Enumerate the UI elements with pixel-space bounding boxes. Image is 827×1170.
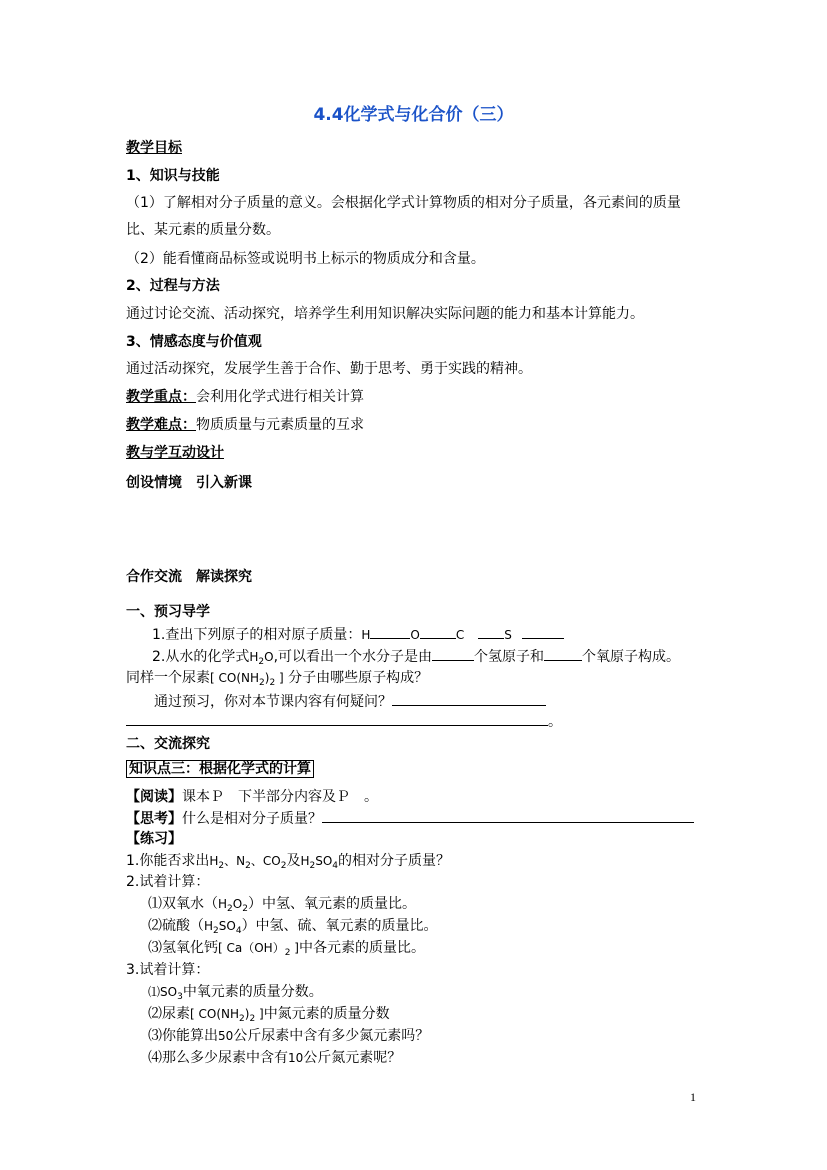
atom-s: S	[504, 628, 512, 642]
practice-q2: 2.试着计算：	[126, 874, 210, 890]
formula-urea: [ $CO(NH_2)_2$ ]	[210, 671, 284, 688]
practice-q3-4: ⑷那么多少尿素中含有10公斤氮元素呢？	[148, 1050, 402, 1066]
formula-h2so4: $H_2SO_4$	[204, 919, 242, 936]
practice-q2-1: ⑴双氧水$(H_2O_2)$中氢、氧元素的质量比。	[148, 896, 416, 914]
answer-blank[interactable]	[322, 809, 694, 823]
key-point	[126, 388, 364, 406]
page-title: 4.4化学式与化合价（三）	[313, 105, 514, 125]
heading-exchange: 二、交流探究	[126, 736, 210, 752]
answer-blank[interactable]	[126, 712, 548, 726]
formula-h2o2: $H_2O_2$	[218, 897, 248, 914]
read-text: 课本Ｐ 下半部分内容及Ｐ 。	[182, 789, 378, 805]
preview-q4	[154, 692, 546, 711]
preview-q2	[152, 647, 680, 666]
difficult-point-text: 物质质量与元素质量的互求	[196, 417, 364, 433]
practice-q1-text: 1.你能否求出	[126, 853, 210, 869]
preview-q2-text-b: ,可以看出一个水分子是由	[273, 649, 433, 665]
key-point-text: 会利用化学式进行相关计算	[196, 389, 364, 405]
formula-caoh2: [ $Ca(OH)_2$ ]	[218, 941, 299, 958]
formula-so3: $⑴SO_3$	[148, 985, 183, 1002]
answer-blank[interactable]	[478, 625, 504, 639]
practice-q1-end: 的相对分子质量？	[338, 853, 450, 869]
atom-h: H	[361, 628, 371, 642]
heading-design: 教与学互动设计	[126, 445, 224, 461]
read-label: 【阅读】	[126, 789, 182, 805]
heading-intro: 创设情境 引入新课	[126, 475, 252, 491]
knowledge-point-3-box: 知识点三：根据化学式的计算	[126, 760, 314, 778]
formula-sulfuric-acid: $H_2SO_4$	[300, 854, 338, 871]
heading-process: 2、过程与方法	[126, 278, 220, 294]
preview-q1	[152, 625, 564, 644]
answer-blank[interactable]	[370, 625, 410, 639]
knowledge-line-3: （2）能看懂商品标签或说明书上标示的物质成分和含量。	[126, 251, 485, 267]
formula-water: $H_2O$	[249, 650, 274, 667]
knowledge-line-1: （1）了解相对分子质量的意义。会根据化学式计算物质的相对分子质量，各元素间的质量	[126, 195, 681, 211]
think-label: 【思考】	[126, 811, 182, 827]
knowledge-point-3	[126, 760, 314, 778]
answer-blank[interactable]	[392, 692, 546, 706]
practice-label: 【练习】	[126, 831, 182, 847]
formula-urea-2: [ $CO(NH_2)_2$ ]	[190, 1007, 264, 1024]
practice-q2-3: ⑶氢氧化钙[ $Ca(OH)_2$ ]中各元素的质量比。	[148, 940, 425, 958]
practice-q3-2: ⑵尿素[ $CO(NH_2)_2$ ]中氮元素的质量分数	[148, 1006, 390, 1024]
number-50: 50	[218, 1029, 234, 1043]
practice-q3-3: ⑶你能算出50公斤尿素中含有多少氮元素吗？	[148, 1028, 430, 1044]
heading-attitude: 3、情感态度与价值观	[126, 334, 262, 350]
heading-goals: 教学目标	[126, 140, 182, 156]
preview-q4-line2	[126, 712, 562, 731]
heading-knowledge: 1、知识与技能	[126, 168, 220, 184]
answer-blank[interactable]	[522, 625, 564, 639]
difficult-point-label: 教学难点：	[126, 417, 196, 433]
answer-blank[interactable]	[544, 647, 582, 661]
preview-q3	[126, 669, 428, 687]
knowledge-line-2: 比、某元素的质量分数。	[126, 222, 280, 238]
attitude-text: 通过活动探究，发展学生善于合作、勤于思考、勇于实践的精神。	[126, 361, 532, 377]
heading-preview: 一、预习导学	[126, 604, 210, 620]
preview-q2-text-c: 个氢原子和	[474, 649, 545, 665]
practice-q3-1: $⑴SO_3$中氧元素的质量分数。	[148, 984, 323, 1002]
preview-q2-text: 2.从水的化学式	[152, 649, 250, 665]
atom-o: O	[410, 628, 420, 642]
and-text: 及	[286, 853, 301, 869]
preview-q1-text: 1.查出下列原子的相对原子质量：	[152, 627, 362, 643]
answer-blank[interactable]	[420, 625, 456, 639]
formula-list: $H_2$、$N_2$、$CO_2$	[209, 854, 287, 871]
think-text: 什么是相对分子质量？	[182, 811, 322, 827]
number-10: 10	[288, 1051, 304, 1065]
practice-q2-2: ⑵硫酸$(H_2SO_4)$中氢、硫、氧元素的质量比。	[148, 918, 438, 936]
atom-c: C	[455, 628, 465, 642]
difficult-point	[126, 416, 364, 434]
heading-cooperation: 合作交流 解读探究	[126, 569, 252, 585]
page-number: 1	[690, 1090, 696, 1104]
practice-q1	[126, 852, 450, 870]
practice-q3: 3.试着计算：	[126, 962, 210, 978]
preview-q2-text-d: 个氧原子构成。	[582, 649, 681, 665]
answer-blank[interactable]	[432, 647, 474, 661]
process-text: 通过讨论交流、活动探究，培养学生利用知识解决实际问题的能力和基本计算能力。	[126, 306, 644, 322]
preview-q3-text-b: 分子由哪些原子构成？	[288, 670, 429, 686]
preview-q3-text: 同样一个尿素	[126, 670, 210, 686]
read-row	[126, 788, 378, 806]
key-point-label: 教学重点：	[126, 389, 196, 405]
preview-q4-text: 通过预习，你对本节课内容有何疑问？	[154, 694, 392, 710]
think-row	[126, 809, 694, 828]
period: 。	[548, 714, 562, 730]
